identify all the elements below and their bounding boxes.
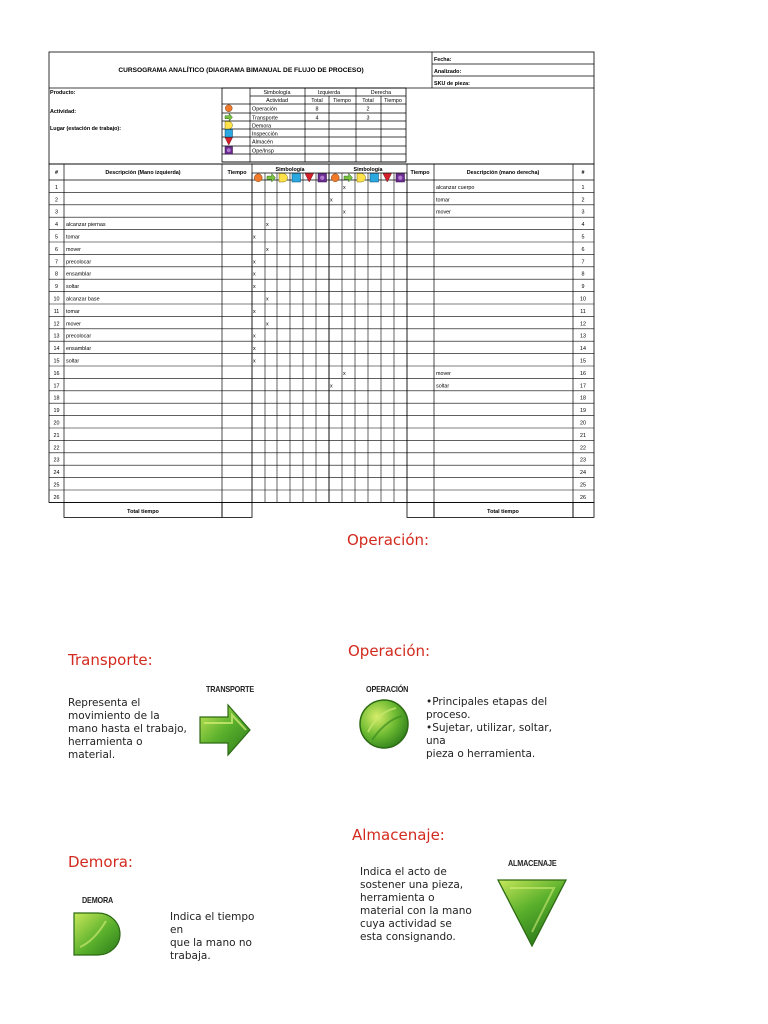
row-number-left: 18 [53, 395, 60, 402]
row-number-right: 22 [580, 445, 586, 452]
left-hand-description: tomar [66, 234, 80, 241]
row-number-left: 20 [53, 420, 60, 427]
row-number-right: 9 [581, 284, 585, 291]
summary-activity-name: Operación [252, 106, 277, 113]
row-number-left: 26 [53, 494, 60, 501]
right-hand-description: soltar [436, 383, 450, 390]
transporte-card [62, 645, 254, 767]
total-tiempo-right: Total tiempo [487, 508, 519, 515]
storage-triangle-icon [496, 878, 568, 948]
right-hand-description: alcanzar cuerpo [436, 184, 475, 191]
summary-der-total: 2 [366, 106, 370, 113]
transport-arrow-icon [267, 174, 276, 183]
left-hand-description: precolocar [66, 333, 92, 340]
summary-der-total: 3 [366, 115, 370, 122]
row-number-left: 12 [53, 321, 60, 328]
summary-actividad: Actividad [266, 98, 288, 104]
total-tiempo-left: Total tiempo [127, 508, 159, 515]
row-number-left: 21 [53, 432, 60, 439]
col-hash-right: # [581, 170, 585, 176]
transport-arrow-icon [225, 114, 233, 122]
operation-circle-icon [331, 174, 339, 182]
col-desc-left: Descripción (Mano izquierda) [105, 170, 181, 176]
storage-triangle-icon [383, 174, 392, 183]
left-hand-description: soltar [66, 284, 80, 291]
row-number-left: 14 [53, 346, 60, 353]
row-number-right: 21 [580, 432, 586, 439]
row-number-left: 8 [55, 271, 58, 278]
summary-total-right: Total [362, 98, 374, 104]
almacenaje-description: Indica el acto de sostener una pieza, herramienta o material con la mano cuya actividad se esta consignando. [360, 866, 472, 943]
delay-d-icon [279, 174, 288, 183]
delay-d-icon [225, 122, 233, 130]
left-hand-description: alcanzar base [66, 296, 100, 303]
main-table-border [49, 164, 594, 502]
combined-inner-circle [227, 148, 231, 152]
row-number-left: 19 [53, 408, 60, 415]
operacion-icon-label: OPERACIÓN [366, 684, 409, 694]
operation-circle-icon [358, 698, 410, 750]
col-tiempo-right: Tiempo [410, 170, 430, 176]
delay-d-icon [72, 911, 124, 957]
row-number-left: 23 [53, 457, 60, 464]
demora-card [62, 845, 266, 967]
col-tiempo-left: Tiempo [227, 170, 247, 176]
operacion-description: •Principales etapas del proceso. •Sujetar, utilizar, soltar, una pieza o herramienta. [426, 696, 552, 760]
right-symbol-mark: x [330, 383, 333, 390]
producto-label: Producto: [50, 90, 76, 96]
row-number-left: 5 [55, 234, 58, 241]
row-number-right: 3 [581, 209, 585, 216]
summary-activity-name: Inspección [252, 131, 278, 138]
row-number-left: 4 [55, 222, 58, 229]
right-symbol-mark: x [343, 184, 346, 191]
transporte-description: Representa el movimiento de la mano hasta el trabajo, herramienta o material. [68, 697, 187, 761]
storage-triangle-icon [305, 174, 314, 183]
operacion-card [344, 640, 568, 764]
form-title: CURSOGRAMA ANALÍTICO (DIAGRAMA BIMANUAL DE FLUJO DE PROCESO) [118, 67, 364, 74]
summary-izq-total: 8 [315, 106, 319, 113]
row-number-right: 16 [580, 370, 586, 377]
row-number-right: 25 [580, 482, 586, 489]
right-hand-description: mover [436, 209, 451, 216]
demora-description: Indica el tiempo en que la mano no trabaja. [170, 911, 255, 962]
col-simbologia-left: Simbología [275, 167, 305, 173]
left-symbol-mark: x [266, 321, 269, 328]
row-number-left: 16 [53, 370, 60, 377]
left-hand-description: tomar [66, 308, 80, 315]
left-symbol-mark: x [253, 259, 256, 266]
row-number-right: 17 [580, 383, 586, 390]
demora-icon-label: DEMORA [82, 895, 114, 905]
left-hand-description: mover [66, 246, 81, 253]
combined-inner-circle [398, 176, 402, 180]
row-number-right: 5 [581, 234, 585, 241]
left-symbol-mark: x [253, 234, 256, 241]
left-hand-description: ensamblar [66, 271, 92, 278]
combined-inner-circle [320, 176, 324, 180]
delay-d-icon [357, 174, 366, 183]
left-symbol-mark: x [253, 284, 256, 291]
lugar-label: Lugar (estación de trabajo): [50, 126, 121, 132]
storage-triangle-icon [225, 138, 233, 146]
left-symbol-mark: x [253, 308, 256, 315]
inspection-square-icon [292, 174, 301, 183]
row-number-left: 25 [53, 482, 60, 489]
row-number-right: 14 [580, 346, 586, 353]
row-number-right: 13 [580, 333, 586, 340]
inspection-square-icon [225, 130, 233, 138]
operacion-title: Operación: [348, 642, 431, 660]
row-number-left: 24 [53, 470, 60, 477]
demora-title: Demora: [68, 853, 133, 871]
col-hash-left: # [55, 170, 58, 176]
row-number-right: 20 [580, 420, 586, 427]
transporte-icon-label: TRANSPORTE [206, 684, 255, 694]
row-number-right: 4 [581, 222, 585, 229]
row-number-left: 10 [53, 296, 60, 303]
row-number-right: 10 [580, 296, 586, 303]
summary-izq-total: 4 [315, 115, 319, 122]
summary-tiempo-right: Tiempo [384, 98, 402, 104]
row-number-right: 7 [581, 259, 585, 266]
transporte-title: Transporte: [68, 651, 153, 669]
total-right-time-box [407, 502, 434, 517]
row-number-right: 15 [580, 358, 586, 365]
row-number-left: 9 [55, 284, 58, 291]
row-number-right: 8 [581, 271, 585, 278]
total-right-hash-box [573, 502, 594, 517]
row-number-right: 18 [580, 395, 586, 402]
row-number-right: 12 [580, 321, 586, 328]
row-number-right: 24 [580, 470, 586, 477]
left-symbol-mark: x [253, 346, 256, 353]
row-number-right: 11 [580, 308, 586, 315]
total-left-time-box [222, 502, 252, 517]
left-symbol-mark: x [253, 333, 256, 340]
row-number-left: 15 [53, 358, 60, 365]
col-desc-right: Descripción (mano derecha) [466, 170, 540, 176]
left-symbol-mark: x [266, 246, 269, 253]
right-symbol-mark: x [343, 370, 346, 377]
row-number-left: 17 [53, 383, 60, 390]
summary-activity-name: Ope/Insp [252, 148, 274, 155]
right-symbol-mark: x [330, 197, 333, 204]
summary-izquierda: Izquierda [317, 90, 341, 96]
left-hand-description: precolocar [66, 259, 92, 266]
left-symbol-mark: x [266, 296, 269, 303]
operation-circle-icon [225, 105, 232, 112]
summary-activity-name: Transporte [252, 115, 278, 122]
fecha-label: Fecha: [434, 57, 452, 63]
row-number-right: 1 [581, 184, 585, 191]
row-number-left: 6 [55, 246, 58, 253]
col-simbologia-right: Simbología [353, 167, 383, 173]
summary-tiempo-left: Tiempo [333, 98, 351, 104]
almacenaje-card [346, 822, 572, 964]
transport-arrow-icon [198, 703, 254, 759]
summary-simbologia: Simbología [263, 90, 291, 96]
row-number-left: 3 [55, 209, 58, 216]
row-number-left: 7 [55, 259, 58, 266]
row-number-left: 2 [55, 197, 58, 204]
row-number-left: 1 [55, 184, 58, 191]
summary-activity-name: Almacén [252, 139, 273, 146]
row-number-right: 26 [580, 494, 586, 501]
inspection-square-icon [370, 174, 379, 183]
row-number-left: 11 [53, 308, 60, 315]
analizado-label: Analizado: [434, 69, 462, 75]
left-hand-description: alcanzar piernas [66, 222, 106, 229]
summary-total-left: Total [311, 98, 323, 104]
left-symbol-mark: x [266, 222, 269, 229]
clipped-heading: Operación: [347, 531, 430, 549]
almacenaje-icon-label: ALMACENAJE [508, 858, 557, 868]
right-symbol-mark: x [343, 209, 346, 216]
row-number-right: 23 [580, 457, 586, 464]
actividad-label: Actividad: [50, 109, 77, 115]
row-number-right: 2 [581, 197, 585, 204]
row-number-left: 13 [53, 333, 60, 340]
almacenaje-title: Almacenaje: [352, 826, 445, 844]
left-hand-description: ensamblar [66, 346, 92, 353]
row-number-left: 22 [53, 445, 60, 452]
operation-circle-icon [254, 174, 262, 182]
left-hand-description: soltar [66, 358, 80, 365]
left-hand-description: mover [66, 321, 81, 328]
left-symbol-mark: x [253, 358, 256, 365]
right-hand-description: mover [436, 370, 451, 377]
sku-label: SKU de pieza: [434, 81, 470, 87]
right-hand-description: tomar [436, 197, 450, 204]
transport-arrow-icon [344, 174, 353, 183]
row-number-right: 6 [581, 246, 585, 253]
left-symbol-mark: x [253, 271, 256, 278]
summary-derecha: Derecha [370, 90, 392, 96]
summary-activity-name: Demora [252, 123, 272, 130]
row-number-right: 19 [580, 408, 586, 415]
